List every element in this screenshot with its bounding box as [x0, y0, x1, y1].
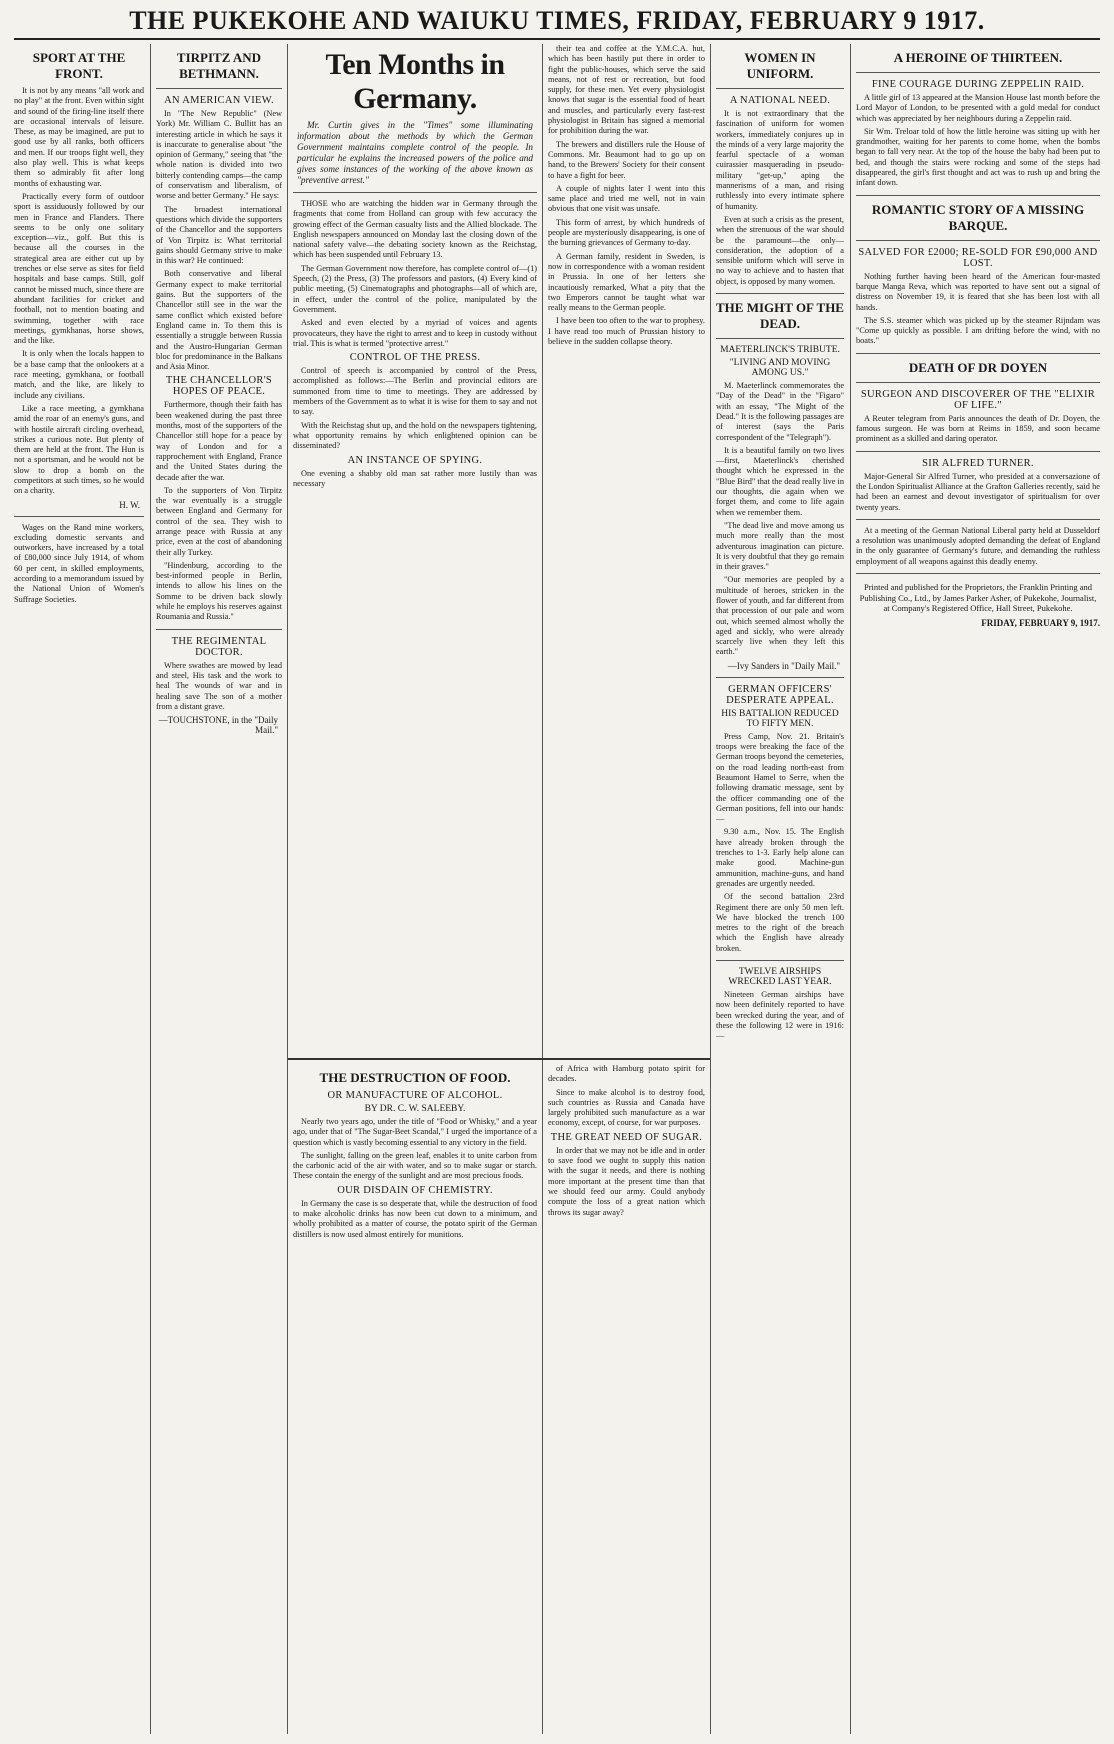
article-subheading: OUR DISDAIN OF CHEMISTRY.: [337, 1184, 493, 1196]
column-divider: [850, 44, 851, 1734]
printer-imprint: Printed and published for the Proprietors, the Franklin Printing and Publishing Co., Ltd., by James Parker Asher, of Pukekohe, Journalist, at Company's Registered Office, Hall Street, Pukekohe.: [859, 582, 1097, 614]
article-subheading: THE GREAT NEED OF SUGAR.: [550, 1131, 703, 1143]
article-paragraph: It is not by any means "all work and no play" at the front. Even within sight and sound of the firing-line itself there are occasional intervals of leisure. These, as may be imagined, are put to good use by all ranks, both officers and men. If our troops fight well, they also play well. This is what keeps them so admirably fit after long months of exhausting war.: [14, 86, 144, 188]
article-paragraph: Nothing further having been heard of the American four-masted barque Manga Reva, which was reported to have sent out a signal of distress on November 19, it is feared that she has been lost with all hands.: [856, 271, 1100, 312]
article-subheading: CONTROL OF THE PRESS.: [349, 352, 481, 364]
column-divider: [542, 44, 543, 1734]
article-divider: [856, 240, 1100, 241]
article-paragraph: A couple of nights later I went into this same place and tried me well, not in vain obvious that one visit was unsafe.: [548, 183, 705, 214]
article-subheading: THE CHANCELLOR'S HOPES OF PEACE.: [165, 375, 273, 398]
article-paragraph: The brewers and distillers rule the House of Commons. Mr. Beaumont had to go up on hand, to the Brewers' Society for their consent to have a fight for beer.: [548, 139, 705, 180]
article-paragraph: The S.S. steamer which was picked up by the steamer Rijndam was "Come up quickly as possible. I am drifting before the wind, with no boats.": [856, 315, 1100, 346]
article-paragraph: One evening a shabby old man sat rather more lustily than was necessary: [293, 468, 537, 488]
article-divider: [856, 451, 1100, 452]
article-headline: ROMANTIC STORY OF A MISSING BARQUE.: [871, 201, 1085, 233]
article-paragraph: Wages on the Rand mine workers, excluding domestic servants and outworkers, have increased by a total of £80,000 since July 1914, of whom 60 per cent, in skilled employments, according to a memorandum issued by the National Union of Women's Suffrage Societies.: [14, 522, 144, 604]
article-subheading: HIS BATTALION REDUCED TO FIFTY MEN.: [721, 708, 839, 729]
article-headline: THE DESTRUCTION OF FOOD.: [319, 1070, 511, 1085]
article-paragraph: The sunlight, falling on the green leaf, enables it to unite carbon from the carbonic acid of the air with water, and so to make sugar or starch. These contain the energy of the sunlight and are most precious foods.: [293, 1150, 537, 1181]
article-paragraph: In order that we may not be idle and in order to save food we ought to supply this nation with the sugar it needs, and there is nothing more important at the present time than that we should feed our army. Could anybody compute the loss of a great nation which throws its sugar away?: [548, 1145, 705, 1217]
article-paragraph: Nineteen German airships have now been definitely reported to have been wrecked during the year, and of these the following 12 were in 1916:—: [716, 990, 844, 1041]
article-paragraph: Since to make alcohol is to destroy food, such countries as Russia and Canada have largely prohibited such manufacture as a war economy, except, of course, for war purposes.: [548, 1087, 705, 1128]
poem-text: Where swathes are mowed by lead and steel, His task and the work to heal The wounds of war and in healing save The son of a mother from a distant grave.: [156, 660, 282, 711]
article-subheading: SALVED FOR £2000; RE-SOLD FOR £90,000 AND LOST.: [858, 246, 1098, 269]
article-paragraph: 9.30 a.m., Nov. 15. The English have already broken through the trenches to 1-3. Early help alone can make good. Machine-gun ammunition, machine-guns, and hand grenades are urgently needed.: [716, 827, 844, 888]
section-divider: [288, 1058, 710, 1060]
article-paragraph: In Germany the case is so desperate that, while the destruction of food to make alcoholic drinks has now been cut down to a minimum, and wholly prohibited as a matter of course, the potato spirit of the German distillers is now used almost entirely for munitions.: [293, 1198, 537, 1239]
article-divider: [856, 72, 1100, 73]
article-paragraph: I have been too often to the war to prophesy. I have read too much of Prussian history to believe in the sudden collapse theory.: [548, 316, 705, 347]
article-divider: [856, 382, 1100, 383]
article-divider: [716, 293, 844, 294]
column-tirpitz: [156, 44, 282, 1734]
article-divider: [293, 192, 537, 193]
article-signature: —TOUCHSTONE, in the "Daily Mail.": [158, 715, 278, 736]
feature-title: Ten Months in Germany.: [325, 48, 505, 115]
article-divider: [716, 338, 844, 339]
article-paragraph: Press Camp, Nov. 21. Britain's troops were breaking the face of the German troops beyond the cemeteries, on the road leading north-east from Beaumont Hamel to Serre, when the following dramatic message, sent by the officer commanding one of the German positions, fell into our hands:—: [716, 731, 844, 824]
imprint-date: FRIDAY, FEBRUARY 9, 1917.: [981, 617, 1100, 628]
article-headline: SPORT AT THE FRONT.: [32, 50, 126, 81]
article-paragraph: A Reuter telegram from Paris announces the death of Dr. Doyen, the famous surgeon. He was born at Reims in 1859, and soon became prominent as a skilled and daring operator.: [856, 413, 1100, 444]
article-paragraph: "Our memories are peopled by a multitude of heroes, stricken in the flower of youth, and far different from that procession of our pale and worn out, which seemed almost wholly the aged and sickly, who were already scarcely live when they left this earth.": [716, 575, 844, 657]
article-subheading: FINE COURAGE DURING ZEPPELIN RAID.: [871, 79, 1085, 90]
article-divider: [716, 677, 844, 678]
article-divider: [856, 195, 1100, 196]
article-divider: [856, 353, 1100, 354]
article-paragraph: Like a race meeting, a gymkhana amid the roar of an enemy's guns, and with hostile aircraft circling overhead, strikes a curious note. But plenty of them are held at the front. The Hun is not a sportsman, and he would not be slow to drop a bomb on the competitors at such times, so he would on a charity.: [14, 403, 144, 496]
article-divider: [156, 629, 282, 630]
article-paragraph: A German family, resident in Sweden, is now in correspondence with a woman resident in Prussia. In one of her letters she incautiously remarked, What a pity that the two Emperors cannot be taught what war really means to the German people.: [548, 251, 705, 313]
article-headline: WOMEN IN UNIFORM.: [744, 50, 816, 81]
article-signature: —Ivy Sanders in "Daily Mail.": [727, 660, 840, 671]
article-subheading: SURGEON AND DISCOVERER OF THE "ELIXIR OF LIFE.": [860, 388, 1096, 411]
article-subheading: THE REGIMENTAL DOCTOR.: [171, 635, 267, 658]
article-paragraph: Practically every form of outdoor sport is assiduously followed by our men in France and Flanders. There seems to be only one solitary exception—viz., golf. But this is because all the courses in the strategical area are either cut up by trenches or else serve as sites for field hospitals and base camps. Still, golf cannot be missed much, since there are abundant facilities for cricket and football, not to mention boating and swimming, together with race meetings, gymkhanas, horse shows, and the like.: [14, 191, 144, 346]
article-paragraph: Control of speech is accompanied by control of the Press, accomplished as follows:—The Berlin and provincial editors are summoned from time to time to meetings. They are addressed by members of the Government as to what it is wise for them to say and not to say.: [293, 366, 537, 417]
column-destruction-of-food: [293, 1064, 537, 1734]
article-subheading: GERMAN OFFICERS' DESPERATE APPEAL.: [726, 683, 834, 706]
article-subheading: SIR ALFRED TURNER.: [922, 457, 1034, 469]
column-divider: [287, 44, 288, 1734]
article-headline: THE MIGHT OF THE DEAD.: [716, 300, 844, 332]
article-paragraph: their tea and coffee at the Y.M.C.A. hut, which has been hastily put there in order to fight the public-houses, which serve the said means, not of rest or recreation, but food supply, for these men. Yet every physiologist knows that sugar is the essential food of heart and muscles, and particularly every fast-rest physiologist in Britain has signed a memorial for prohibition during the war.: [548, 44, 705, 136]
article-divider: [856, 573, 1100, 574]
article-divider: [14, 516, 144, 517]
article-paragraph: M. Maeterlinck commemorates the "Day of the Dead" in the "Figaro" with an essay, "The Might of the Dead." It is the following passages are of interest (says the Paris correspondent of the "Telegraph").: [716, 381, 844, 442]
feature-intro: Mr. Curtin gives in the "Times" some illuminating information about the methods by which the German Government maintains complete control of the people. In particular he explains the increased powers of the police and gives some instances of the working of the above known as "preventive arrest.": [297, 120, 533, 185]
article-paragraph: It is not extraordinary that the fascination of uniform for women workers, immediately conjures up in the minds of a very large majority the fearful spectacle of a woman cuirassier masquerading in pseudo-military "get-up," aping the mannerisms of a man, and rising ruthlessly into every intimate sphere of humanity.: [716, 109, 844, 211]
article-paragraph: It is a beautiful family on two lives—first, Maeterlinck's cherished thought which he expressed in the "Blue Bird" that the dead really live in our thoughts, die again when we forget them, and come to life again when we remember them.: [716, 445, 844, 517]
article-paragraph: At a meeting of the German National Liberal party held at Dusseldorf a resolution was unanimously adopted demanding the defeat of England in the only guarantee of Germany's future, and demanding the ruthless employment of all weapons against this deadly enemy.: [856, 525, 1100, 566]
article-divider: [856, 519, 1100, 520]
article-divider: [716, 88, 844, 89]
article-paragraph: Nearly two years ago, under the title of "Food or Whisky," and a year ago, under that of "The Sugar-Beet Scandal," I urged the importance of a question which is vastly becoming essential to any victory in the field.: [293, 1117, 537, 1147]
article-subheading: "LIVING AND MOVING AMONG US.": [729, 358, 831, 379]
column-sport: [14, 44, 144, 1734]
article-signature: H. W.: [119, 499, 140, 510]
article-paragraph: of Africa with Hamburg potato spirit for decades.: [548, 1064, 705, 1084]
column-ten-months: [293, 44, 537, 1054]
article-paragraph: Furthermore, though their faith has been weakened during the past three months, most of the supporters of the Chancellor still hope for a peace by way of London and for a rapprochement with England, France and the United States during the decade after the war.: [156, 400, 282, 482]
article-headline: DEATH OF DR DOYEN: [908, 359, 1048, 375]
article-subheading: MAETERLINCK'S TRIBUTE.: [720, 345, 840, 356]
article-paragraph: The German Government now therefore, has complete control of—(1) Speech, (2) the Press, (3) The professors and pastors, (4) Every kind of public meeting, (5) Cinematographs and photographs—all of which are, in effect, under the control of the police, manipulated by the Government.: [293, 263, 537, 314]
article-divider: [716, 960, 844, 961]
article-subheading: AN INSTANCE OF SPYING.: [347, 454, 483, 466]
article-byline: BY DR. C. W. SALEEBY.: [364, 1104, 466, 1114]
article-paragraph: "Hindenburg, according to the best-informed people in Berlin, intends to allow his lines on the Somme to be driven back slowly while he employs his reserves against Roumania and Russia.": [156, 560, 282, 622]
article-paragraph: Both conservative and liberal Germany expect to make territorial gains. But the supporters of the Chancellor still see in the war the same conflict which existed before England came in. To them this is essentially a struggle between Russia and the Austro-Hungarian German bloc for predominance in the Balkans and Asia Minor.: [156, 269, 282, 372]
article-paragraph: Major-General Sir Alfred Turner, who presided at a conversazione of the London Spiritualist Alliance at the Grafton Galleries recently, said he had been an earnest and devout investigator of spiritualism for over twenty years.: [856, 471, 1100, 512]
article-subheading: TWELVE AIRSHIPS WRECKED LAST YEAR.: [728, 967, 832, 987]
article-headline: A HEROINE OF THIRTEEN.: [893, 50, 1063, 65]
masthead-rule: [14, 38, 1100, 40]
article-paragraph: Of the second battalion 23rd Regiment there are only 50 men left. We have blocked the trench 100 metres to the right of the breach which the English have already broken.: [716, 892, 844, 953]
article-paragraph: Sir Wm. Treloar told of how the little heroine was sitting up with her grandmother, waiting for her parents to come home, when the bombs began to fall very near. At the top of the house the baby had been put to bed, and though the stairs were rocking and some of the steps had disappeared, the girl's first thought and act was to rush up and bring the infant down.: [856, 126, 1100, 188]
article-paragraph: This form of arrest, by which hundreds of people are mysteriously disappearing, is one of the burning grievances of Germany to-day.: [548, 217, 705, 248]
article-paragraph: In "The New Republic" (New York) Mr. William C. Bullitt has an interesting article in which he says it is inaccurate to generalise about "the opinion of Germany," seeing that "the whole nation is divided into two bitterly contending camps—the camp of conservatism and liberalism, of worse and better Germany." He says:: [156, 109, 282, 201]
article-subheading: AN AMERICAN VIEW.: [164, 95, 274, 106]
article-headline: TIRPITZ AND BETHMANN.: [176, 50, 262, 81]
article-paragraph: With the Reichstag shut up, and the hold on the newspapers tightening, what opportunity remains by which enlightened opinion can be disseminated?: [293, 420, 537, 451]
article-paragraph: The broadest international questions which divide the supporters of the Chancellor and the supporters of Von Tirpitz is: What territorial gains should Germany strive to make in this war? He continued:: [156, 204, 282, 266]
article-paragraph: It is only when the locals happen to be a base camp that the onlookers at a race meeting, gymkhana, or football match, and the like, are likely to include any civilians.: [14, 349, 144, 400]
article-paragraph: To the supporters of Von Tirpitz the war eventually is a struggle between England and Germany for control of the sea. They wish to arrange peace with Russia at any price, even at the cost of abandoning their ally Turkey.: [156, 485, 282, 557]
article-paragraph: Even at such a crisis as the present, when the strenuous of the war should be the paramount—the only—consideration, the adoption of a sensible uniform which will serve in no way to achieve and to hasten that object, is opposed by many women.: [716, 214, 844, 286]
column-continued: [548, 44, 705, 1054]
column-divider: [710, 44, 711, 1734]
column-divider: [150, 44, 151, 1734]
article-subheading: OR MANUFACTURE OF ALCOHOL.: [327, 1090, 503, 1101]
article-subheading: A NATIONAL NEED.: [729, 95, 831, 106]
article-paragraph: THOSE who are watching the hidden war in Germany through the fragments that come from Holland can group with few accuracy the growing effect of the German casualty lists and the Allied blockade. The English newspapers announced on Monday last the closing down of the national safety valve—the debating society known as the Reichstag, which has been suspended until February 13.: [293, 199, 537, 260]
article-divider: [156, 88, 282, 89]
column-women-uniform: [716, 44, 844, 1734]
article-paragraph: Asked and even elected by a myriad of voices and agents provocateurs, they have the right to arrest and to keep in custody without trial. This is what is termed "protective arrest.": [293, 318, 537, 348]
masthead-title: THE PUKEKOHE AND WAIUKU TIMES, FRIDAY, FEBRUARY 9 1917.: [129, 6, 985, 35]
article-paragraph: A little girl of 13 appeared at the Mansion House last month before the Lord Mayor of London, to be presented with a gold medal for conduct which was appreciated by her neighbours during a Zeppelin raid.: [856, 93, 1100, 123]
article-paragraph: "The dead live and move among us much more really than the most adventurous imagination can picture. It is very doubtful that they go remain in their graves.": [716, 520, 844, 572]
column-sugar: [548, 1064, 705, 1734]
column-heroine: [856, 44, 1100, 1734]
